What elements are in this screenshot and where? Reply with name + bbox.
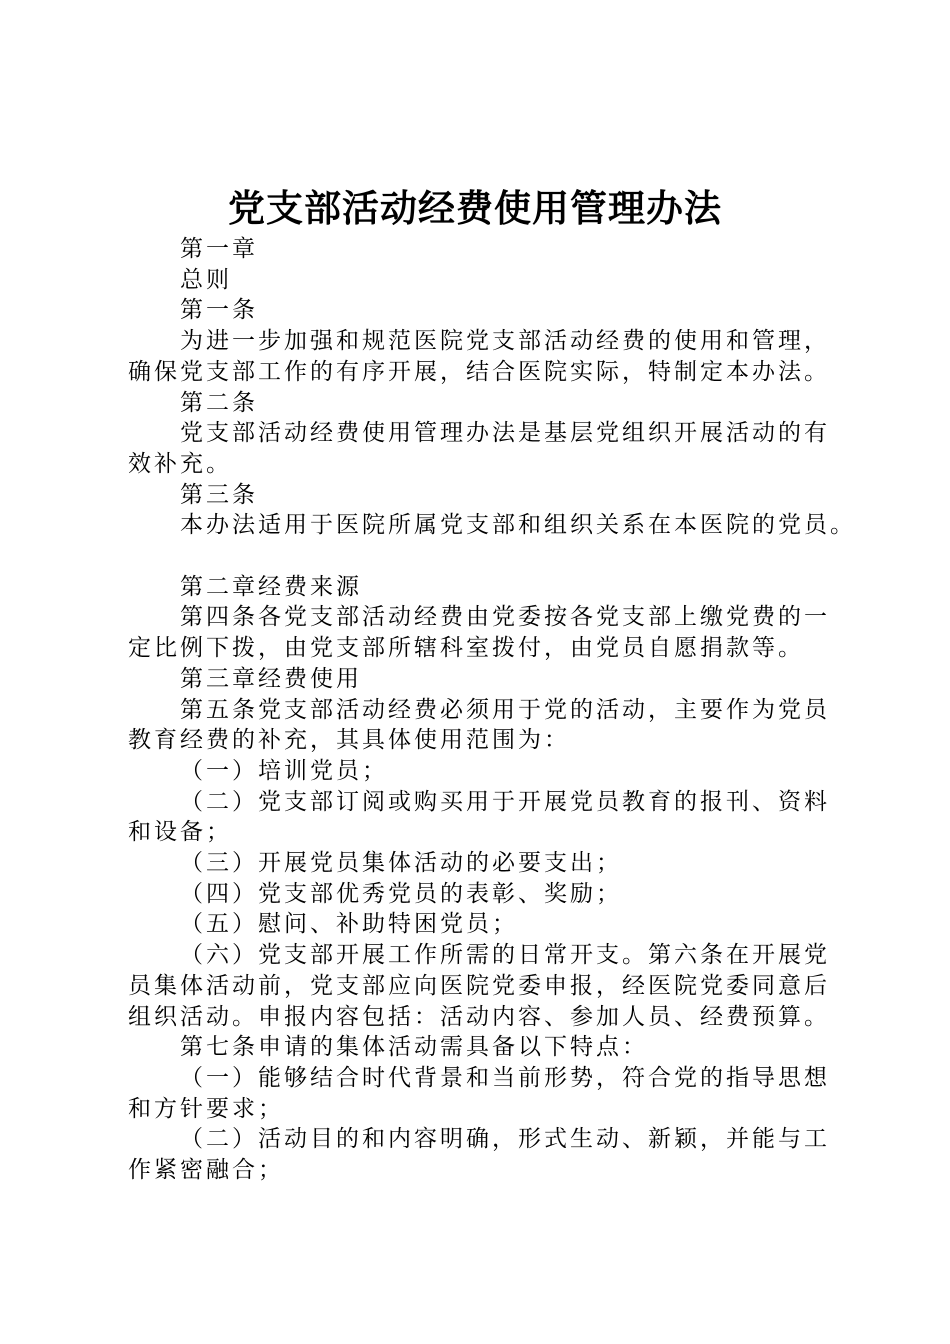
blank-line bbox=[128, 541, 834, 572]
article-1-heading: 第一条 bbox=[180, 297, 258, 324]
article-4-text-line: 第四条各党支部活动经费由党委按各党支部上缴党费的一 bbox=[180, 604, 830, 631]
document-body bbox=[128, 234, 856, 1186]
chapter-1-title: 总则 bbox=[180, 266, 232, 293]
list-item: （三）开展党员集体活动的必要支出； bbox=[180, 850, 622, 877]
article-2-text-line: 党支部活动经费使用管理办法是基层党组织开展活动的有 bbox=[180, 420, 830, 447]
list-item-continuation: 和方针要求； bbox=[128, 1095, 284, 1122]
article-6-text-line: 组织活动。申报内容包括：活动内容、参加人员、经费预算。 bbox=[128, 1003, 830, 1030]
article-3-heading: 第三条 bbox=[180, 481, 258, 508]
chapter-3-heading: 第三章经费使用 bbox=[180, 665, 362, 692]
article-6-text-line: 员集体活动前，党支部应向医院党委申报，经医院党委同意后 bbox=[128, 972, 830, 999]
article-5-text-line: 第五条党支部活动经费必须用于党的活动，主要作为党员 bbox=[180, 696, 830, 723]
list-item-continuation: 和设备； bbox=[128, 819, 232, 846]
article-5-text-line: 教育经费的补充，其具体使用范围为： bbox=[128, 727, 570, 754]
article-1-text-line: 为进一步加强和规范医院党支部活动经费的使用和管理， bbox=[180, 328, 830, 355]
article-7-heading: 第七条申请的集体活动需具备以下特点： bbox=[180, 1034, 648, 1061]
article-2-text-line: 效补充。 bbox=[128, 450, 232, 477]
list-item: （六）党支部开展工作所需的日常开支。第六条在开展党 bbox=[180, 942, 830, 969]
article-4-text-line: 定比例下拨，由党支部所辖科室拨付，由党员自愿捐款等。 bbox=[128, 635, 804, 662]
list-item: （四）党支部优秀党员的表彰、奖励； bbox=[180, 880, 622, 907]
chapter-1-heading: 第一章 bbox=[180, 236, 258, 262]
list-item-continuation: 作紧密融合； bbox=[128, 1157, 284, 1184]
article-1-text-line: 确保党支部工作的有序开展，结合医院实际，特制定本办法。 bbox=[128, 358, 830, 385]
list-item: （一）能够结合时代背景和当前形势，符合党的指导思想 bbox=[180, 1064, 830, 1091]
chapter-2-heading: 第二章经费来源 bbox=[180, 573, 362, 600]
list-item: （二）活动目的和内容明确，形式生动、新颖，并能与工 bbox=[180, 1126, 830, 1153]
list-item: （五）慰问、补助特困党员； bbox=[180, 911, 518, 938]
article-3-text-line: 本办法适用于医院所属党支部和组织关系在本医院的党员。 bbox=[180, 512, 856, 539]
list-item: （一）培训党员； bbox=[180, 757, 388, 784]
list-item: （二）党支部订阅或购买用于开展党员教育的报刊、资料 bbox=[180, 788, 830, 815]
article-2-heading: 第二条 bbox=[180, 389, 258, 416]
document-title: 党支部活动经费使用管理办法 bbox=[228, 186, 722, 230]
